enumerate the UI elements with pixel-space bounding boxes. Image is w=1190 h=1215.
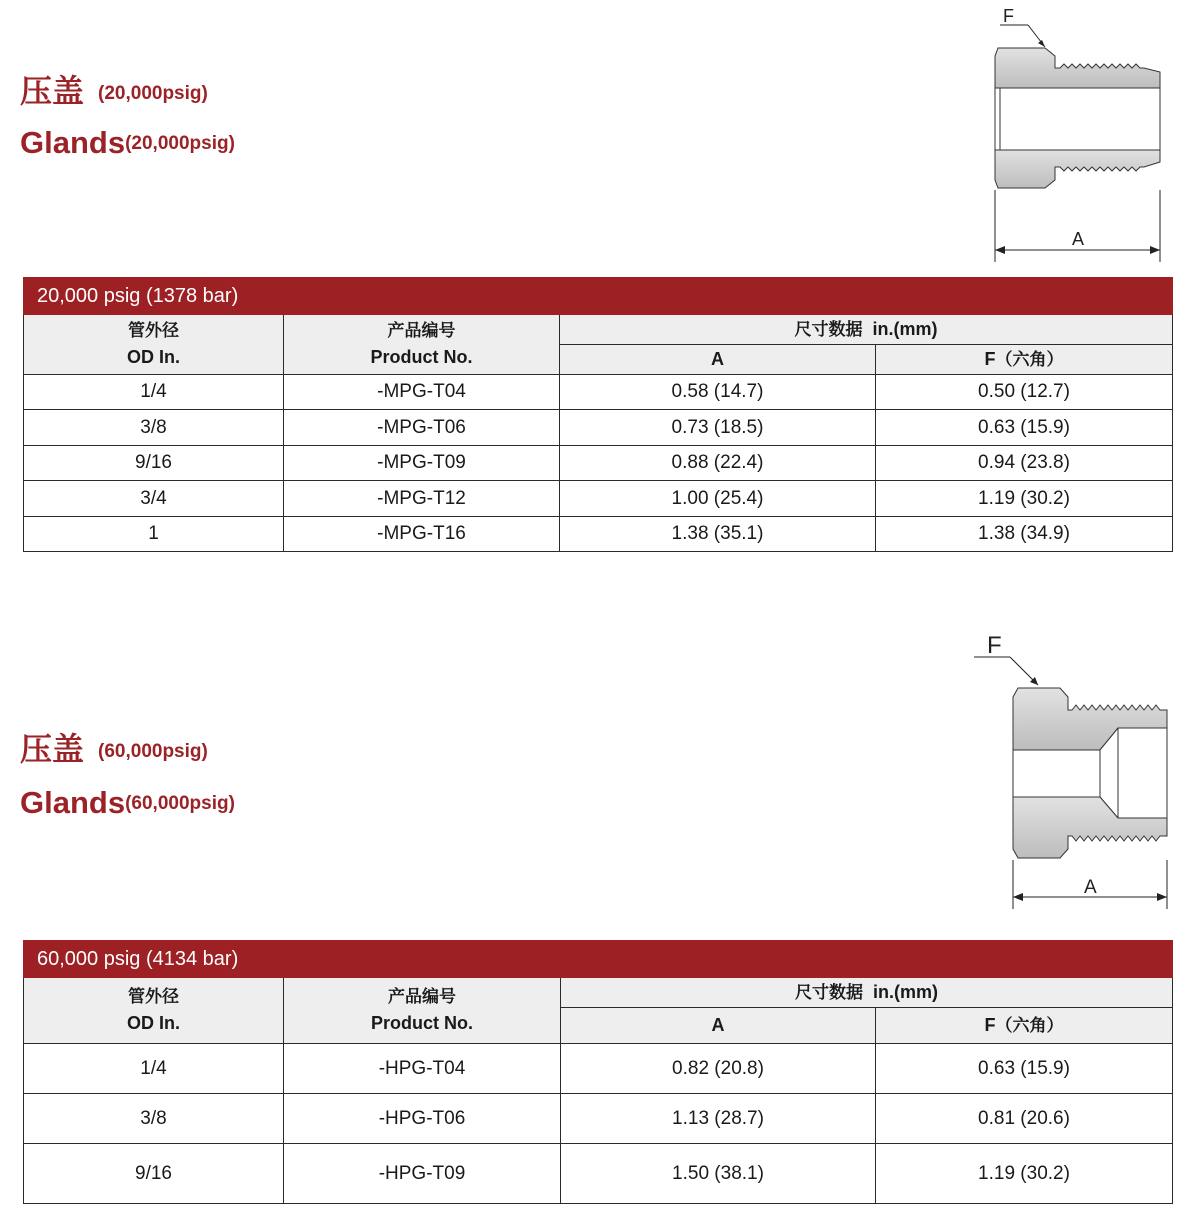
section-2-spec-table <box>23 940 1173 1204</box>
od-cell: 3/4 <box>24 481 284 517</box>
dim-f-cell: 0.63 (15.9) <box>876 410 1173 446</box>
product-cell: -MPG-T09 <box>284 446 560 481</box>
section-2-header-f-cn: （六角） <box>995 1016 1064 1037</box>
dim-f-cell: 0.63 (15.9) <box>876 1044 1173 1094</box>
section-2-header-f <box>876 1008 1173 1044</box>
dim-f-cell: 1.38 (34.9) <box>876 517 1173 552</box>
table-row <box>24 517 1173 552</box>
section-1-header-dims-unit: in.(mm) <box>872 319 938 340</box>
table-row <box>24 410 1173 446</box>
dim-f-cell: 1.19 (30.2) <box>876 1144 1173 1204</box>
section-1-title-cn <box>20 72 208 110</box>
section-2-header-dims-cn: 尺寸数据 <box>794 983 863 1004</box>
dim-a-cell: 1.13 (28.7) <box>561 1094 876 1144</box>
section-1-drawing-label-f: F <box>1003 6 1014 26</box>
section-2-header-dims-unit: in.(mm) <box>873 982 938 1003</box>
section-2-header-od <box>24 978 284 1044</box>
product-cell: -HPG-T06 <box>284 1094 561 1144</box>
od-cell: 3/8 <box>24 410 284 446</box>
od-cell: 9/16 <box>24 446 284 481</box>
section-1-header-od <box>24 315 284 375</box>
section-2-header-a: A <box>561 1008 876 1044</box>
dim-f-cell: 0.81 (20.6) <box>876 1094 1173 1144</box>
section-2-header-od-cn: 管外径 <box>128 987 179 1008</box>
dim-a-cell: 0.58 (14.7) <box>560 375 876 410</box>
dim-a-cell: 0.73 (18.5) <box>560 410 876 446</box>
product-cell: -MPG-T04 <box>284 375 560 410</box>
section-2-title-cn <box>20 730 208 768</box>
section-2-table-banner: 60,000 psig (4134 bar) <box>24 941 1173 978</box>
table-row <box>24 375 1173 410</box>
dim-a-cell: 1.00 (25.4) <box>560 481 876 517</box>
section-1-header-f-cn: （六角） <box>995 350 1064 371</box>
section-1-title-en <box>20 127 235 158</box>
table-row <box>24 1144 1173 1204</box>
section-2-drawing-label-a: A <box>1084 877 1097 898</box>
product-cell: -HPG-T09 <box>284 1144 561 1204</box>
section-1-table-banner: 20,000 psig (1378 bar) <box>24 278 1173 315</box>
dim-a-cell: 1.50 (38.1) <box>561 1144 876 1204</box>
section-2-title-en <box>20 787 235 818</box>
section-2-header-dims <box>561 978 1173 1008</box>
product-cell: -MPG-T12 <box>284 481 560 517</box>
table-row <box>24 446 1173 481</box>
dim-f-cell: 1.19 (30.2) <box>876 481 1173 517</box>
od-cell: 1/4 <box>24 1044 284 1094</box>
section-1-header-f <box>876 345 1173 375</box>
od-cell: 1 <box>24 517 284 552</box>
section-1-header-dims-cn: 尺寸数据 <box>794 320 863 341</box>
section-1-header-od-en: OD In. <box>127 346 180 367</box>
section-2-title-cn-text: 压盖 <box>20 730 85 768</box>
section-2-title-cn-pressure: (60,000psig) <box>98 741 208 762</box>
section-2-header-f-letter: F <box>984 1015 996 1036</box>
section-1-title-en-text: Glands <box>20 125 126 160</box>
section-1-spec-table <box>23 277 1173 552</box>
table-row <box>24 1094 1173 1144</box>
section-1-gland-drawing <box>960 0 1180 270</box>
section-2-title-en-pressure: (60,000psig) <box>125 793 235 814</box>
section-2-header-product <box>284 978 561 1044</box>
product-cell: -MPG-T16 <box>284 517 560 552</box>
section-1-header-f-letter: F <box>984 349 996 370</box>
dim-a-cell: 1.38 (35.1) <box>560 517 876 552</box>
section-2-header-product-en: Product No. <box>371 1012 473 1033</box>
section-1-header-dims <box>560 315 1173 345</box>
table-row <box>24 481 1173 517</box>
dim-a-cell: 0.82 (20.8) <box>561 1044 876 1094</box>
section-2-drawing-label-f: F <box>987 632 1002 659</box>
section-1-header-product-cn: 产品编号 <box>387 321 456 342</box>
section-2-gland-drawing <box>960 625 1180 915</box>
section-1-drawing-label-a: A <box>1072 229 1085 249</box>
section-1-header-od-cn: 管外径 <box>128 321 179 342</box>
od-cell: 9/16 <box>24 1144 284 1204</box>
section-1-title-cn-text: 压盖 <box>20 72 85 110</box>
section-1-title-cn-pressure: (20,000psig) <box>98 83 208 104</box>
section-1-header-product-en: Product No. <box>370 346 473 367</box>
dim-a-cell: 0.88 (22.4) <box>560 446 876 481</box>
product-cell: -MPG-T06 <box>284 410 560 446</box>
section-2-title-en-text: Glands <box>20 785 126 820</box>
product-cell: -HPG-T04 <box>284 1044 561 1094</box>
dim-f-cell: 0.50 (12.7) <box>876 375 1173 410</box>
table-row <box>24 1044 1173 1094</box>
section-1-title-en-pressure: (20,000psig) <box>125 133 235 154</box>
od-cell: 1/4 <box>24 375 284 410</box>
od-cell: 3/8 <box>24 1094 284 1144</box>
dim-f-cell: 0.94 (23.8) <box>876 446 1173 481</box>
section-1-header-product <box>284 315 560 375</box>
section-2-header-od-en: OD In. <box>127 1012 180 1033</box>
section-1-header-a: A <box>560 345 876 375</box>
section-2-header-product-cn: 产品编号 <box>388 987 456 1008</box>
